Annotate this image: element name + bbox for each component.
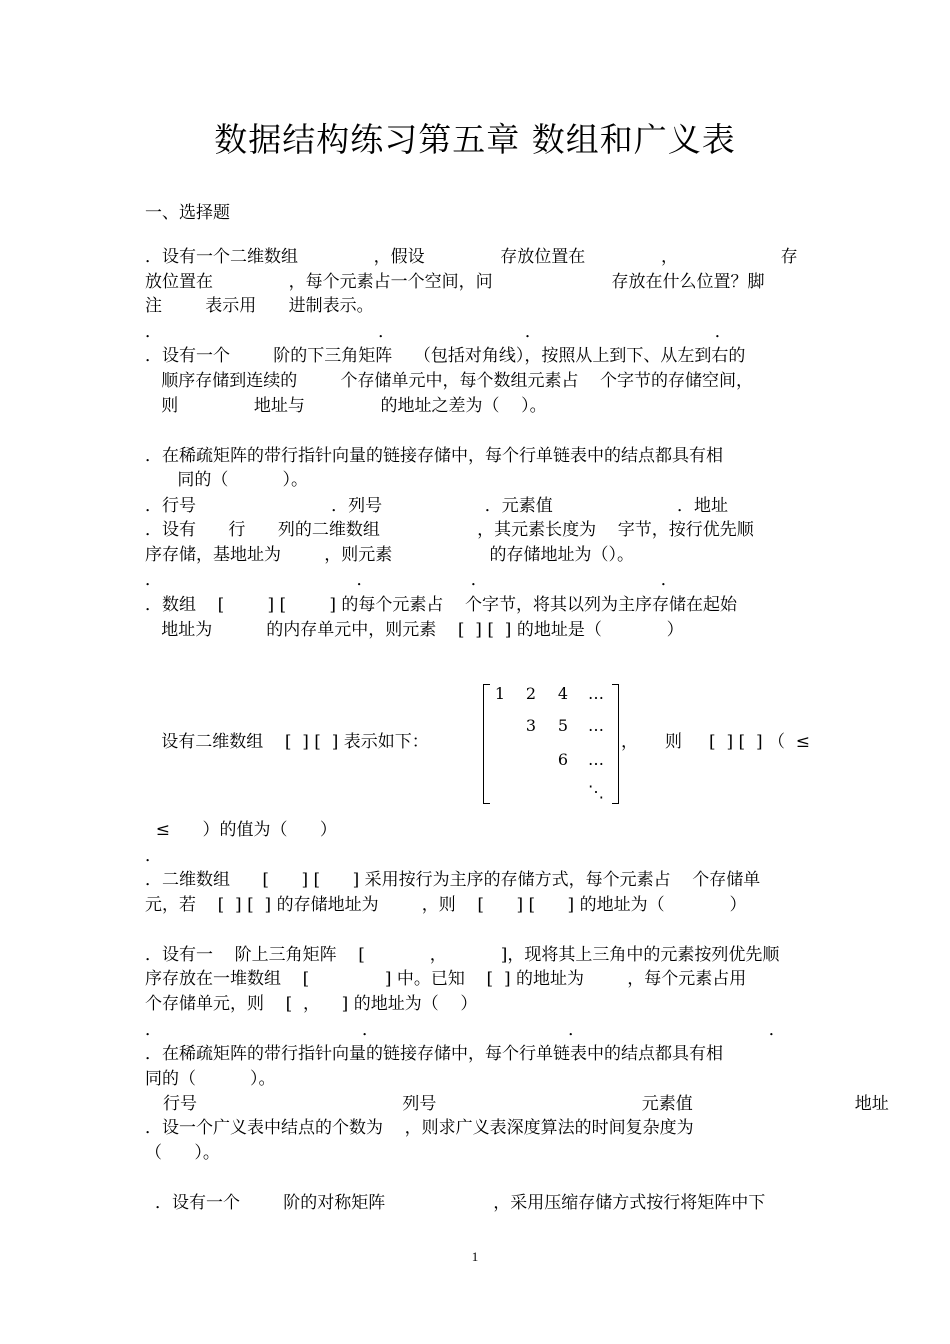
text-line: ．设有一个 阶的下三角矩阵 （包括对角线），按照从上到下、从左到右的 bbox=[145, 346, 746, 366]
matrix-right-bracket bbox=[612, 684, 619, 804]
matrix-cell: 4 bbox=[557, 684, 569, 703]
text-line: ．数组 [ ] [ ] 的每个元素占 个字节，将其以列为主序存储在起始 bbox=[145, 595, 738, 615]
text-line: ． ． ． ． bbox=[145, 322, 732, 342]
matrix bbox=[483, 680, 619, 808]
matrix-cell: 2 bbox=[525, 684, 537, 703]
text-line: 则 地址与 的地址之差为（ ）。 bbox=[145, 396, 547, 416]
page-title: 数据结构练习第五章 数组和广义表 bbox=[214, 120, 736, 159]
section-heading: 一、选择题 bbox=[145, 203, 230, 223]
matrix-cell: ⋱ bbox=[588, 782, 604, 801]
text-line: ．设有一 阶上三角矩阵 [ ， ]，现将其上三角中的元素按列优先顺 bbox=[145, 945, 780, 965]
text-line: 同的（ ）。 bbox=[145, 470, 308, 490]
text-line: ≤ ）的值为（ ） bbox=[145, 820, 337, 840]
text-line: 序存放在一堆数组 [ ] 中。已知 [ ] 的地址为 ，每个元素占用 bbox=[145, 969, 747, 989]
text-line: 放位置在 ，每个元素占一个空间，问 存放在什么位置？脚 bbox=[145, 272, 765, 292]
matrix-cell: 3 bbox=[525, 716, 537, 735]
text-line: ．设有一个 阶的对称矩阵 ，采用压缩存储方式按行将矩阵中下 bbox=[155, 1193, 766, 1213]
text-line: 注 表示用 进制表示。 bbox=[145, 296, 374, 316]
text-line: ． ． ． ． bbox=[145, 1020, 786, 1040]
matrix-cell: … bbox=[588, 750, 604, 769]
text-line: ．二维数组 [ ] [ ] 采用按行为主序的存储方式，每个元素占 个存储单 bbox=[145, 870, 761, 890]
text-line: 序存储，基地址为 ，则元素 的存储地址为（）。 bbox=[145, 545, 634, 565]
text-line: ．在稀疏矩阵的带行指针向量的链接存储中，每个行单链表中的结点都具有相 bbox=[145, 446, 723, 466]
text-line: 顺序存储到连续的 个存储单元中，每个数组元素占 个字节的存储空间， bbox=[145, 371, 754, 391]
text-line: 地址为 的内存单元中，则元素 [ ] [ ] 的地址是（ ） bbox=[145, 620, 684, 640]
text-line: （ ）。 bbox=[145, 1143, 220, 1163]
matrix-cell: … bbox=[588, 716, 604, 735]
text-line: ．行号 ．列号 ．元素值 ．地址 bbox=[145, 496, 729, 516]
text-line: 行号 列号 元素值 地址 bbox=[163, 1094, 889, 1114]
text-line: 元，若 [ ] [ ] 的存储地址为 ，则 [ ] [ ] 的地址为（ ） bbox=[145, 895, 747, 915]
text-line: 同的（ ）。 bbox=[145, 1069, 276, 1089]
text-line: ．设一个广义表中结点的个数为 ，则求广义表深度算法的时间复杂度为 bbox=[145, 1118, 694, 1138]
matrix-cell: … bbox=[588, 684, 604, 703]
text-line: ．设有一个二维数组 ，假设 存放位置在 ， 存 bbox=[145, 247, 798, 267]
text-line: ．在稀疏矩阵的带行指针向量的链接存储中，每个行单链表中的结点都具有相 bbox=[145, 1044, 723, 1064]
text-line: 个存储单元，则 [ ， ] 的地址为（ ） bbox=[145, 994, 478, 1014]
text-line: ． ． ． ． bbox=[145, 570, 678, 590]
matrix-cell: 1 bbox=[494, 684, 506, 703]
text-line: ． bbox=[145, 846, 162, 866]
text-line: ．设有 行 列的二维数组 ，其元素长度为 字节，按行优先顺 bbox=[145, 520, 754, 540]
page-number: 1 bbox=[471, 1249, 479, 1264]
text-line: ， 则 [ ] [ ] （ ≤ bbox=[621, 732, 811, 752]
matrix-cell: 6 bbox=[557, 750, 569, 769]
matrix-cell: 5 bbox=[557, 716, 569, 735]
text-line: 设有二维数组 [ ] [ ] 表示如下： bbox=[145, 732, 429, 752]
